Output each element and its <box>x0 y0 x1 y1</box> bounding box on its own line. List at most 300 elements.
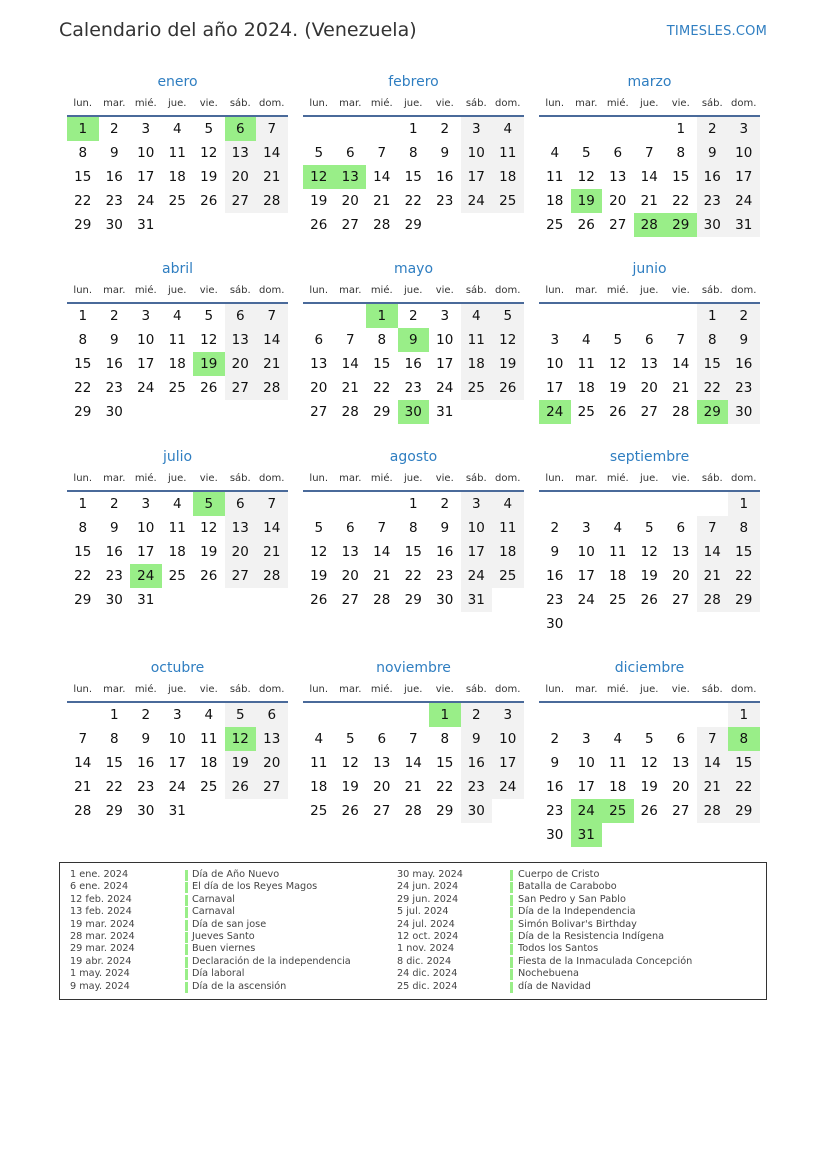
holiday-day-cell[interactable]: 1 <box>366 304 398 328</box>
day-cell[interactable]: 17 <box>577 779 595 795</box>
day-cell[interactable]: 16 <box>461 751 493 775</box>
day-cell[interactable]: 21 <box>672 380 690 396</box>
day-cell[interactable]: 7 <box>697 727 729 751</box>
day-cell[interactable]: 22 <box>728 775 760 799</box>
day-cell[interactable]: 16 <box>105 356 123 372</box>
day-cell[interactable]: 2 <box>440 496 450 512</box>
day-cell[interactable]: 22 <box>728 564 760 588</box>
day-cell[interactable]: 15 <box>404 169 422 185</box>
day-cell[interactable]: 21 <box>256 352 288 376</box>
day-cell[interactable]: 31 <box>436 404 454 420</box>
day-cell[interactable]: 23 <box>546 592 564 608</box>
holiday-day-cell[interactable]: 24 <box>571 799 603 823</box>
day-cell[interactable]: 23 <box>105 568 123 584</box>
day-cell[interactable]: 13 <box>609 169 627 185</box>
day-cell[interactable]: 7 <box>256 304 288 328</box>
brand-link[interactable]: TIMESLES.COM <box>666 24 767 39</box>
day-cell[interactable]: 29 <box>436 803 454 819</box>
day-cell[interactable]: 17 <box>546 380 564 396</box>
day-cell[interactable]: 22 <box>373 380 391 396</box>
day-cell[interactable]: 23 <box>546 803 564 819</box>
day-cell[interactable]: 6 <box>225 304 257 328</box>
day-cell[interactable]: 6 <box>676 731 686 747</box>
day-cell[interactable]: 9 <box>550 755 560 771</box>
day-cell[interactable]: 16 <box>105 169 123 185</box>
day-cell[interactable]: 30 <box>137 803 155 819</box>
day-cell[interactable]: 27 <box>640 404 658 420</box>
day-cell[interactable]: 1 <box>78 496 88 512</box>
day-cell[interactable]: 14 <box>697 751 729 775</box>
day-cell[interactable]: 13 <box>256 727 288 751</box>
day-cell[interactable]: 5 <box>581 145 591 161</box>
day-cell[interactable]: 10 <box>461 141 493 165</box>
day-cell[interactable]: 15 <box>74 356 92 372</box>
day-cell[interactable]: 20 <box>256 751 288 775</box>
day-cell[interactable]: 6 <box>225 492 257 516</box>
holiday-day-cell[interactable]: 24 <box>539 400 571 424</box>
day-cell[interactable]: 5 <box>644 520 654 536</box>
day-cell[interactable]: 25 <box>168 193 186 209</box>
day-cell[interactable]: 22 <box>74 193 92 209</box>
day-cell[interactable]: 3 <box>172 707 182 723</box>
day-cell[interactable]: 8 <box>78 145 88 161</box>
holiday-day-cell[interactable]: 1 <box>67 117 99 141</box>
day-cell[interactable]: 11 <box>168 520 186 536</box>
day-cell[interactable]: 18 <box>546 193 564 209</box>
day-cell[interactable]: 29 <box>373 404 391 420</box>
day-cell[interactable]: 1 <box>408 496 418 512</box>
day-cell[interactable]: 20 <box>225 352 257 376</box>
day-cell[interactable]: 26 <box>310 592 328 608</box>
day-cell[interactable]: 28 <box>373 592 391 608</box>
day-cell[interactable]: 22 <box>105 779 123 795</box>
day-cell[interactable]: 15 <box>697 352 729 376</box>
day-cell[interactable]: 28 <box>373 217 391 233</box>
day-cell[interactable]: 29 <box>728 588 760 612</box>
holiday-day-cell[interactable]: 13 <box>335 165 367 189</box>
day-cell[interactable]: 11 <box>492 141 524 165</box>
day-cell[interactable]: 23 <box>436 568 454 584</box>
day-cell[interactable]: 15 <box>105 755 123 771</box>
day-cell[interactable]: 22 <box>697 376 729 400</box>
day-cell[interactable]: 25 <box>168 380 186 396</box>
day-cell[interactable]: 4 <box>550 145 560 161</box>
holiday-day-cell[interactable]: 29 <box>697 400 729 424</box>
day-cell[interactable]: 23 <box>697 189 729 213</box>
day-cell[interactable]: 15 <box>74 169 92 185</box>
day-cell[interactable]: 15 <box>436 755 454 771</box>
day-cell[interactable]: 6 <box>314 332 324 348</box>
day-cell[interactable]: 18 <box>168 169 186 185</box>
day-cell[interactable]: 10 <box>728 141 760 165</box>
day-cell[interactable]: 9 <box>109 145 119 161</box>
day-cell[interactable]: 9 <box>109 332 119 348</box>
day-cell[interactable]: 28 <box>404 803 422 819</box>
day-cell[interactable]: 9 <box>550 544 560 560</box>
day-cell[interactable]: 10 <box>137 332 155 348</box>
day-cell[interactable]: 25 <box>461 376 493 400</box>
day-cell[interactable]: 9 <box>461 727 493 751</box>
day-cell[interactable]: 30 <box>105 217 123 233</box>
holiday-day-cell[interactable]: 19 <box>193 352 225 376</box>
day-cell[interactable]: 10 <box>492 727 524 751</box>
day-cell[interactable]: 7 <box>676 332 686 348</box>
day-cell[interactable]: 1 <box>408 121 418 137</box>
day-cell[interactable]: 21 <box>640 193 658 209</box>
day-cell[interactable]: 2 <box>141 707 151 723</box>
day-cell[interactable]: 24 <box>436 380 454 396</box>
day-cell[interactable]: 19 <box>200 169 218 185</box>
day-cell[interactable]: 11 <box>492 516 524 540</box>
day-cell[interactable]: 29 <box>404 592 422 608</box>
day-cell[interactable]: 15 <box>728 540 760 564</box>
day-cell[interactable]: 21 <box>404 779 422 795</box>
day-cell[interactable]: 16 <box>105 544 123 560</box>
day-cell[interactable]: 21 <box>256 165 288 189</box>
day-cell[interactable]: 22 <box>404 193 422 209</box>
day-cell[interactable]: 8 <box>78 520 88 536</box>
day-cell[interactable]: 12 <box>640 755 658 771</box>
day-cell[interactable]: 14 <box>373 544 391 560</box>
day-cell[interactable]: 28 <box>256 189 288 213</box>
day-cell[interactable]: 24 <box>461 189 493 213</box>
day-cell[interactable]: 27 <box>256 775 288 799</box>
day-cell[interactable]: 17 <box>137 169 155 185</box>
day-cell[interactable]: 18 <box>492 540 524 564</box>
day-cell[interactable]: 31 <box>137 217 155 233</box>
day-cell[interactable]: 7 <box>697 516 729 540</box>
holiday-day-cell[interactable]: 31 <box>571 823 603 847</box>
day-cell[interactable]: 23 <box>105 380 123 396</box>
day-cell[interactable]: 13 <box>341 544 359 560</box>
day-cell[interactable]: 14 <box>404 755 422 771</box>
day-cell[interactable]: 2 <box>440 121 450 137</box>
day-cell[interactable]: 31 <box>168 803 186 819</box>
day-cell[interactable]: 19 <box>225 751 257 775</box>
day-cell[interactable]: 13 <box>373 755 391 771</box>
day-cell[interactable]: 16 <box>137 755 155 771</box>
day-cell[interactable]: 21 <box>373 568 391 584</box>
day-cell[interactable]: 26 <box>609 404 627 420</box>
holiday-day-cell[interactable]: 6 <box>225 117 257 141</box>
day-cell[interactable]: 29 <box>105 803 123 819</box>
day-cell[interactable]: 20 <box>225 165 257 189</box>
day-cell[interactable]: 26 <box>200 568 218 584</box>
day-cell[interactable]: 18 <box>609 568 627 584</box>
day-cell[interactable]: 3 <box>581 731 591 747</box>
day-cell[interactable]: 12 <box>609 356 627 372</box>
day-cell[interactable]: 4 <box>492 492 524 516</box>
day-cell[interactable]: 4 <box>581 332 591 348</box>
day-cell[interactable]: 19 <box>640 568 658 584</box>
day-cell[interactable]: 30 <box>436 592 454 608</box>
day-cell[interactable]: 4 <box>314 731 324 747</box>
day-cell[interactable]: 8 <box>78 332 88 348</box>
holiday-day-cell[interactable]: 25 <box>602 799 634 823</box>
day-cell[interactable]: 21 <box>341 380 359 396</box>
day-cell[interactable]: 31 <box>461 588 493 612</box>
day-cell[interactable]: 28 <box>697 799 729 823</box>
day-cell[interactable]: 22 <box>74 568 92 584</box>
day-cell[interactable]: 11 <box>168 332 186 348</box>
day-cell[interactable]: 16 <box>546 568 564 584</box>
day-cell[interactable]: 14 <box>640 169 658 185</box>
day-cell[interactable]: 26 <box>225 775 257 799</box>
day-cell[interactable]: 12 <box>200 332 218 348</box>
day-cell[interactable]: 30 <box>461 799 493 823</box>
day-cell[interactable]: 4 <box>204 707 214 723</box>
day-cell[interactable]: 14 <box>697 540 729 564</box>
day-cell[interactable]: 18 <box>461 352 493 376</box>
day-cell[interactable]: 17 <box>137 356 155 372</box>
day-cell[interactable]: 16 <box>436 169 454 185</box>
day-cell[interactable]: 28 <box>256 376 288 400</box>
day-cell[interactable]: 20 <box>672 568 690 584</box>
day-cell[interactable]: 7 <box>377 145 387 161</box>
day-cell[interactable]: 1 <box>78 308 88 324</box>
day-cell[interactable]: 19 <box>310 193 328 209</box>
day-cell[interactable]: 2 <box>550 731 560 747</box>
day-cell[interactable]: 6 <box>345 145 355 161</box>
day-cell[interactable]: 31 <box>137 592 155 608</box>
day-cell[interactable]: 21 <box>373 193 391 209</box>
day-cell[interactable]: 6 <box>613 145 623 161</box>
holiday-day-cell[interactable]: 8 <box>728 727 760 751</box>
day-cell[interactable]: 11 <box>609 755 627 771</box>
day-cell[interactable]: 20 <box>341 193 359 209</box>
day-cell[interactable]: 28 <box>256 564 288 588</box>
day-cell[interactable]: 4 <box>172 121 182 137</box>
day-cell[interactable]: 24 <box>168 779 186 795</box>
day-cell[interactable]: 25 <box>577 404 595 420</box>
day-cell[interactable]: 16 <box>546 779 564 795</box>
day-cell[interactable]: 20 <box>225 540 257 564</box>
day-cell[interactable]: 8 <box>676 145 686 161</box>
day-cell[interactable]: 24 <box>577 592 595 608</box>
day-cell[interactable]: 8 <box>377 332 387 348</box>
day-cell[interactable]: 1 <box>728 703 760 727</box>
day-cell[interactable]: 23 <box>137 779 155 795</box>
day-cell[interactable]: 5 <box>314 520 324 536</box>
day-cell[interactable]: 25 <box>609 592 627 608</box>
day-cell[interactable]: 27 <box>672 803 690 819</box>
day-cell[interactable]: 26 <box>200 193 218 209</box>
day-cell[interactable]: 28 <box>672 404 690 420</box>
day-cell[interactable]: 23 <box>436 193 454 209</box>
day-cell[interactable]: 10 <box>577 544 595 560</box>
day-cell[interactable]: 7 <box>78 731 88 747</box>
day-cell[interactable]: 30 <box>105 592 123 608</box>
day-cell[interactable]: 8 <box>697 328 729 352</box>
day-cell[interactable]: 26 <box>492 376 524 400</box>
day-cell[interactable]: 14 <box>74 755 92 771</box>
day-cell[interactable]: 8 <box>728 516 760 540</box>
day-cell[interactable]: 14 <box>373 169 391 185</box>
day-cell[interactable]: 10 <box>546 356 564 372</box>
day-cell[interactable]: 13 <box>225 328 257 352</box>
day-cell[interactable]: 10 <box>137 145 155 161</box>
day-cell[interactable]: 11 <box>546 169 564 185</box>
day-cell[interactable]: 2 <box>109 121 119 137</box>
day-cell[interactable]: 20 <box>373 779 391 795</box>
day-cell[interactable]: 27 <box>373 803 391 819</box>
day-cell[interactable]: 8 <box>109 731 119 747</box>
day-cell[interactable]: 15 <box>728 751 760 775</box>
day-cell[interactable]: 3 <box>440 308 450 324</box>
day-cell[interactable]: 20 <box>672 779 690 795</box>
day-cell[interactable]: 29 <box>74 404 92 420</box>
day-cell[interactable]: 5 <box>204 121 214 137</box>
day-cell[interactable]: 25 <box>310 803 328 819</box>
day-cell[interactable]: 19 <box>341 779 359 795</box>
day-cell[interactable]: 15 <box>74 544 92 560</box>
day-cell[interactable]: 7 <box>256 492 288 516</box>
day-cell[interactable]: 7 <box>345 332 355 348</box>
day-cell[interactable]: 20 <box>310 380 328 396</box>
day-cell[interactable]: 7 <box>377 520 387 536</box>
day-cell[interactable]: 8 <box>408 145 418 161</box>
day-cell[interactable]: 5 <box>345 731 355 747</box>
day-cell[interactable]: 28 <box>697 588 729 612</box>
day-cell[interactable]: 5 <box>644 731 654 747</box>
day-cell[interactable]: 29 <box>728 799 760 823</box>
day-cell[interactable]: 12 <box>492 328 524 352</box>
day-cell[interactable]: 23 <box>105 193 123 209</box>
day-cell[interactable]: 24 <box>137 193 155 209</box>
day-cell[interactable]: 29 <box>74 592 92 608</box>
day-cell[interactable]: 5 <box>204 308 214 324</box>
day-cell[interactable]: 30 <box>728 400 760 424</box>
holiday-day-cell[interactable]: 12 <box>225 727 257 751</box>
day-cell[interactable]: 5 <box>314 145 324 161</box>
day-cell[interactable]: 26 <box>310 217 328 233</box>
day-cell[interactable]: 10 <box>137 520 155 536</box>
day-cell[interactable]: 13 <box>225 516 257 540</box>
day-cell[interactable]: 5 <box>492 304 524 328</box>
day-cell[interactable]: 22 <box>436 779 454 795</box>
day-cell[interactable]: 1 <box>109 707 119 723</box>
day-cell[interactable]: 9 <box>440 145 450 161</box>
day-cell[interactable]: 16 <box>404 356 422 372</box>
day-cell[interactable]: 3 <box>550 332 560 348</box>
day-cell[interactable]: 12 <box>640 544 658 560</box>
day-cell[interactable]: 27 <box>672 592 690 608</box>
day-cell[interactable]: 1 <box>676 121 686 137</box>
day-cell[interactable]: 13 <box>672 755 690 771</box>
day-cell[interactable]: 26 <box>577 217 595 233</box>
day-cell[interactable]: 23 <box>728 376 760 400</box>
day-cell[interactable]: 15 <box>373 356 391 372</box>
holiday-day-cell[interactable]: 12 <box>303 165 335 189</box>
day-cell[interactable]: 8 <box>408 520 418 536</box>
day-cell[interactable]: 10 <box>168 731 186 747</box>
day-cell[interactable]: 4 <box>172 496 182 512</box>
day-cell[interactable]: 13 <box>310 356 328 372</box>
day-cell[interactable]: 30 <box>105 404 123 420</box>
day-cell[interactable]: 11 <box>310 755 328 771</box>
day-cell[interactable]: 6 <box>377 731 387 747</box>
day-cell[interactable]: 2 <box>550 520 560 536</box>
day-cell[interactable]: 10 <box>461 516 493 540</box>
day-cell[interactable]: 13 <box>672 544 690 560</box>
day-cell[interactable]: 3 <box>461 117 493 141</box>
day-cell[interactable]: 14 <box>672 356 690 372</box>
day-cell[interactable]: 23 <box>461 775 493 799</box>
day-cell[interactable]: 21 <box>697 564 729 588</box>
day-cell[interactable]: 12 <box>310 544 328 560</box>
day-cell[interactable]: 30 <box>697 213 729 237</box>
day-cell[interactable]: 5 <box>613 332 623 348</box>
holiday-day-cell[interactable]: 19 <box>571 189 603 213</box>
day-cell[interactable]: 2 <box>461 703 493 727</box>
holiday-day-cell[interactable]: 5 <box>193 492 225 516</box>
day-cell[interactable]: 17 <box>577 568 595 584</box>
day-cell[interactable]: 3 <box>461 492 493 516</box>
day-cell[interactable]: 22 <box>74 380 92 396</box>
day-cell[interactable]: 28 <box>341 404 359 420</box>
day-cell[interactable]: 1 <box>697 304 729 328</box>
day-cell[interactable]: 3 <box>141 496 151 512</box>
day-cell[interactable]: 17 <box>168 755 186 771</box>
day-cell[interactable]: 18 <box>492 165 524 189</box>
day-cell[interactable]: 24 <box>461 564 493 588</box>
day-cell[interactable]: 23 <box>404 380 422 396</box>
day-cell[interactable]: 27 <box>225 189 257 213</box>
day-cell[interactable]: 3 <box>141 121 151 137</box>
day-cell[interactable]: 20 <box>640 380 658 396</box>
day-cell[interactable]: 25 <box>492 189 524 213</box>
day-cell[interactable]: 4 <box>172 308 182 324</box>
day-cell[interactable]: 8 <box>440 731 450 747</box>
day-cell[interactable]: 30 <box>546 616 564 632</box>
day-cell[interactable]: 7 <box>256 117 288 141</box>
day-cell[interactable]: 27 <box>609 217 627 233</box>
day-cell[interactable]: 6 <box>676 520 686 536</box>
day-cell[interactable]: 19 <box>200 544 218 560</box>
day-cell[interactable]: 6 <box>644 332 654 348</box>
day-cell[interactable]: 10 <box>577 755 595 771</box>
day-cell[interactable]: 30 <box>546 827 564 843</box>
day-cell[interactable]: 21 <box>697 775 729 799</box>
day-cell[interactable]: 10 <box>436 332 454 348</box>
day-cell[interactable]: 21 <box>256 540 288 564</box>
day-cell[interactable]: 7 <box>408 731 418 747</box>
day-cell[interactable]: 27 <box>341 592 359 608</box>
day-cell[interactable]: 11 <box>200 731 218 747</box>
day-cell[interactable]: 14 <box>341 356 359 372</box>
day-cell[interactable]: 9 <box>697 141 729 165</box>
day-cell[interactable]: 11 <box>461 328 493 352</box>
day-cell[interactable]: 28 <box>74 803 92 819</box>
day-cell[interactable]: 25 <box>200 779 218 795</box>
day-cell[interactable]: 17 <box>461 165 493 189</box>
day-cell[interactable]: 3 <box>492 703 524 727</box>
day-cell[interactable]: 3 <box>141 308 151 324</box>
day-cell[interactable]: 3 <box>581 520 591 536</box>
day-cell[interactable]: 9 <box>141 731 151 747</box>
day-cell[interactable]: 11 <box>577 356 595 372</box>
day-cell[interactable]: 11 <box>168 145 186 161</box>
day-cell[interactable]: 14 <box>256 328 288 352</box>
day-cell[interactable]: 2 <box>109 308 119 324</box>
day-cell[interactable]: 22 <box>672 193 690 209</box>
day-cell[interactable]: 16 <box>697 165 729 189</box>
day-cell[interactable]: 17 <box>728 165 760 189</box>
day-cell[interactable]: 21 <box>74 779 92 795</box>
day-cell[interactable]: 15 <box>672 169 690 185</box>
day-cell[interactable]: 9 <box>728 328 760 352</box>
day-cell[interactable]: 29 <box>74 217 92 233</box>
